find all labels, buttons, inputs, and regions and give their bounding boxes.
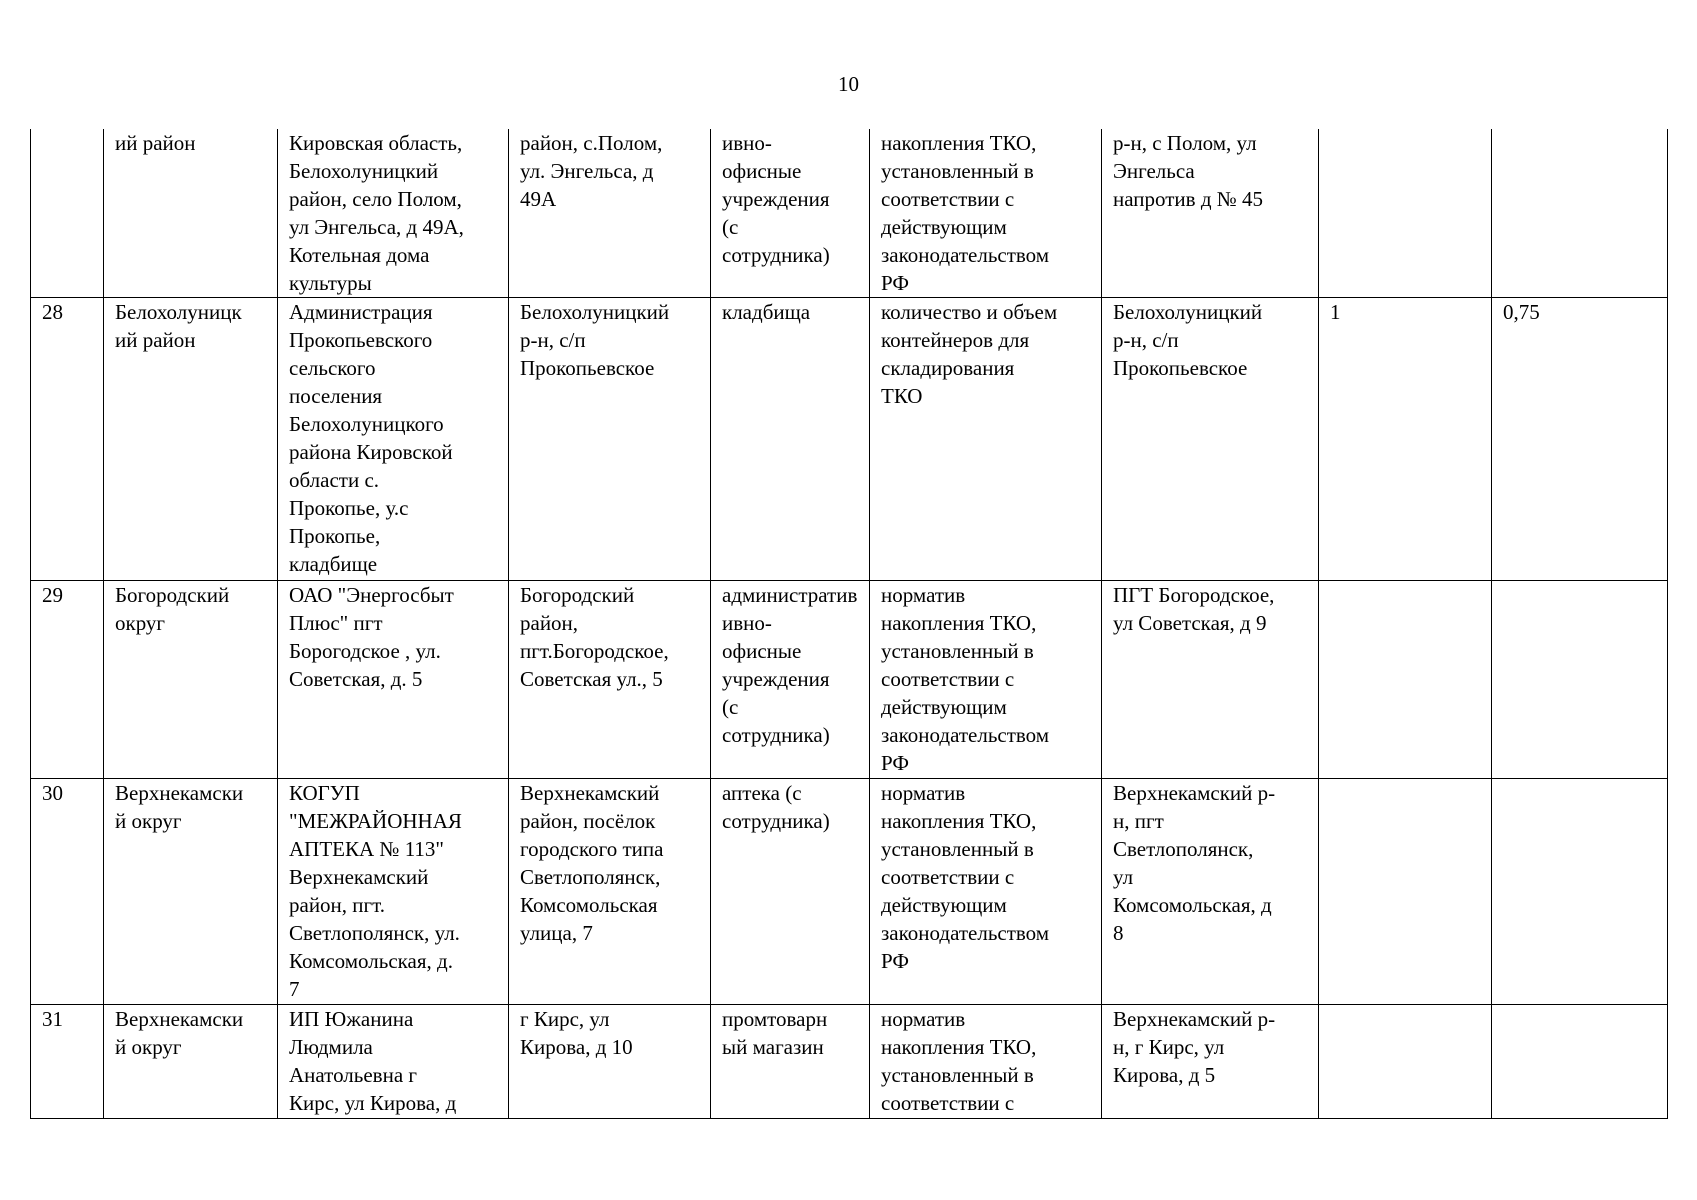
container-site-cell: Верхнекамский р- н, г Кирс, ул Кирова, д 5 [1102,1005,1319,1119]
table-row [31,581,1668,779]
category-cell: административ ивно- офисные учреждения (с сотрудника) [711,581,870,779]
calculation-basis-cell: норматив накопления ТКО, установленный в соответствии с действующим законодательством РФ [870,581,1102,779]
calculation-basis-cell: норматив накопления ТКО, установленный в соответствии с [870,1005,1102,1119]
waste-source-cell: ИП Южанина Людмила Анатольевна г Кирс, ул Кирова, д [278,1005,509,1119]
row-number-cell: 30 [31,779,104,1005]
container-site-cell: Верхнекамский р- н, пгт Светлополянск, ул Комсомольская, д 8 [1102,779,1319,1005]
table-row [31,298,1668,581]
category-cell: промтоварн ый магазин [711,1005,870,1119]
waste-sources-table [30,129,1668,1119]
container-site-cell: ПГТ Богородское, ул Советская, д 9 [1102,581,1319,779]
container-count-cell [1319,1005,1492,1119]
category-cell: ивно- офисные учреждения (с сотрудника) [711,129,870,298]
container-count-cell [1319,779,1492,1005]
district-cell: ий район [104,129,278,298]
container-count-cell [1319,581,1492,779]
source-address-cell: район, с.Полом, ул. Энгельса, д 49А [509,129,711,298]
calculation-basis-cell: количество и объем контейнеров для складирования ТКО [870,298,1102,581]
district-cell: Белохолуницк ий район [104,298,278,581]
container-volume-cell: 0,75 [1492,298,1668,581]
source-address-cell: г Кирс, ул Кирова, д 10 [509,1005,711,1119]
source-address-cell: Верхнекамский район, посёлок городского типа Светлополянск, Комсомольская улица, 7 [509,779,711,1005]
category-cell: аптека (с сотрудника) [711,779,870,1005]
waste-source-cell: ОАО "Энергосбыт Плюс" пгт Борогодское , ул. Советская, д. 5 [278,581,509,779]
waste-source-cell: КОГУП "МЕЖРАЙОННАЯ АПТЕКА № 113" Верхнекамский район, пгт. Светлополянск, ул. Комсомольская, д. 7 [278,779,509,1005]
container-volume-cell [1492,779,1668,1005]
container-count-cell [1319,129,1492,298]
category-cell: кладбища [711,298,870,581]
district-cell: Верхнекамски й округ [104,1005,278,1119]
container-site-cell: Белохолуницкий р-н, с/п Прокопьевское [1102,298,1319,581]
district-cell: Богородский округ [104,581,278,779]
container-volume-cell [1492,129,1668,298]
page-number: 10 [838,72,859,96]
calculation-basis-cell: накопления ТКО, установленный в соответствии с действующим законодательством РФ [870,129,1102,298]
table-row [31,1005,1668,1119]
row-number-cell: 29 [31,581,104,779]
container-volume-cell [1492,581,1668,779]
calculation-basis-cell: норматив накопления ТКО, установленный в соответствии с действующим законодательством РФ [870,779,1102,1005]
district-cell: Верхнекамски й округ [104,779,278,1005]
table-row [31,779,1668,1005]
row-number-cell: 31 [31,1005,104,1119]
waste-source-cell: Кировская область, Белохолуницкий район, село Полом, ул Энгельса, д 49А, Котельная дома культуры [278,129,509,298]
source-address-cell: Белохолуницкий р-н, с/п Прокопьевское [509,298,711,581]
container-count-cell: 1 [1319,298,1492,581]
container-volume-cell [1492,1005,1668,1119]
row-number-cell: 28 [31,298,104,581]
waste-source-cell: Администрация Прокопьевского сельского поселения Белохолуницкого района Кировской области с. Прокопье, у.с Прокопье, кладбище [278,298,509,581]
row-number-cell [31,129,104,298]
container-site-cell: р-н, с Полом, ул Энгельса напротив д № 45 [1102,129,1319,298]
source-address-cell: Богородский район, пгт.Богородское, Советская ул., 5 [509,581,711,779]
table-row [31,129,1668,298]
